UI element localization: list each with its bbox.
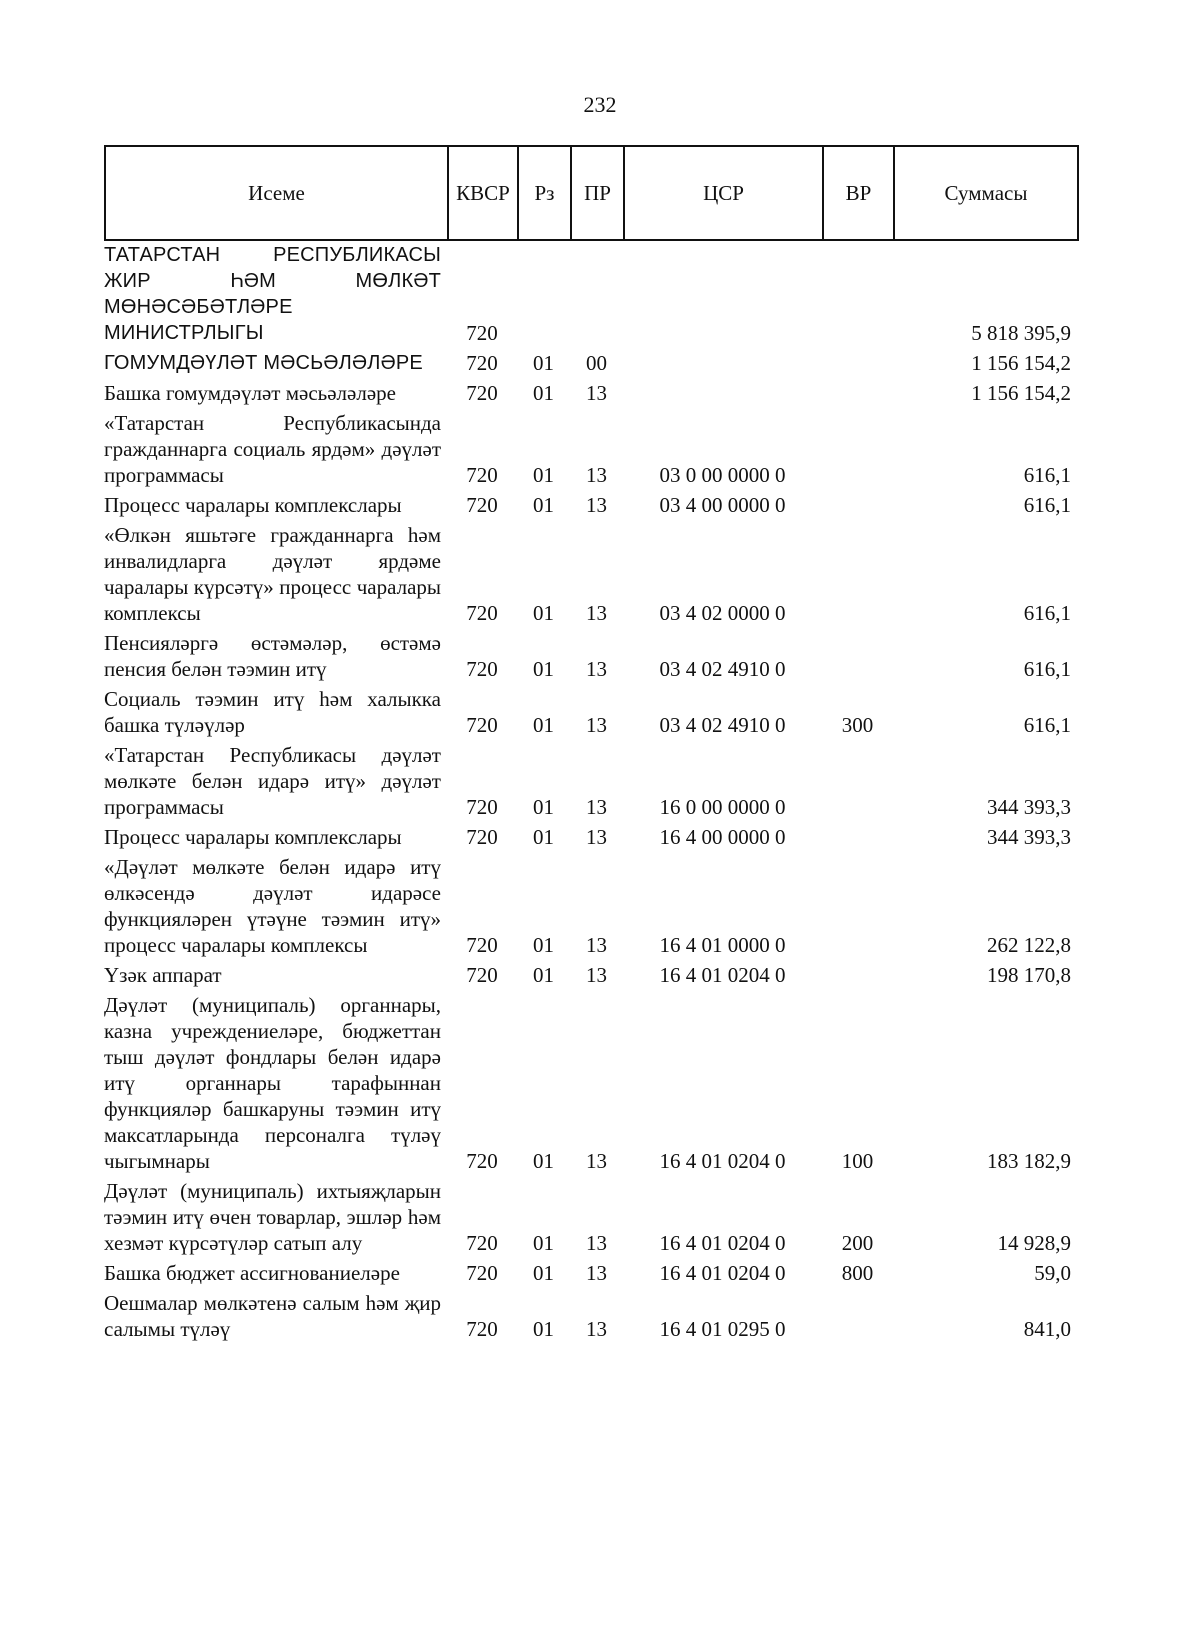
cell-rz [517, 240, 570, 348]
cell-vr [822, 628, 893, 684]
cell-name: «Татарстан Республикасы дәүләт мөлкәте белән идарә итү» дәүләт программасы [104, 743, 441, 819]
table-row [104, 348, 1077, 378]
cell-sum: 5 818 395,9 [971, 321, 1071, 345]
cell-rz: 01 [533, 493, 554, 517]
cell-csr: 16 4 01 0204 0 [659, 1261, 786, 1285]
cell-rz: 01 [533, 601, 554, 625]
cell-csr: 16 4 00 0000 0 [659, 825, 786, 849]
cell-csr: 03 4 02 4910 0 [659, 657, 786, 681]
table-row [104, 684, 1077, 740]
cell-pr: 13 [586, 601, 607, 625]
cell-pr: 13 [586, 381, 607, 405]
cell-kvsr: 720 [466, 1231, 498, 1255]
cell-kvsr: 720 [466, 321, 498, 345]
cell-kvsr: 720 [466, 463, 498, 487]
cell-sum: 1 156 154,2 [971, 381, 1071, 405]
cell-csr: 03 4 02 4910 0 [659, 713, 786, 737]
cell-rz: 01 [533, 963, 554, 987]
cell-kvsr: 720 [466, 1261, 498, 1285]
cell-vr [822, 240, 893, 348]
table-header [104, 145, 1079, 241]
cell-rz: 01 [533, 1231, 554, 1255]
table-row [104, 1288, 1077, 1344]
cell-csr: 03 0 00 0000 0 [659, 463, 786, 487]
cell-kvsr: 720 [466, 1317, 498, 1341]
cell-rz: 01 [533, 657, 554, 681]
cell-vr [822, 852, 893, 960]
header-name: Исеме [105, 146, 448, 240]
cell-pr: 13 [586, 1149, 607, 1173]
cell-name: Процесс чаралары комплекслары [104, 493, 402, 517]
cell-pr: 13 [586, 657, 607, 681]
cell-kvsr: 720 [466, 657, 498, 681]
header-sum: Суммасы [894, 146, 1078, 240]
cell-sum: 198 170,8 [987, 963, 1071, 987]
cell-sum: 616,1 [1023, 657, 1071, 681]
cell-csr [623, 378, 822, 408]
cell-rz: 01 [533, 825, 554, 849]
cell-sum: 1 156 154,2 [971, 351, 1071, 375]
cell-kvsr: 720 [466, 493, 498, 517]
cell-sum: 344 393,3 [987, 795, 1071, 819]
cell-csr: 16 4 01 0295 0 [659, 1317, 786, 1341]
budget-table [104, 240, 1077, 1344]
cell-vr: 800 [841, 1261, 874, 1285]
cell-rz: 01 [533, 463, 554, 487]
cell-name: Социаль тәэмин итү һәм халыкка башка түләүләр [104, 687, 441, 737]
cell-rz: 01 [533, 795, 554, 819]
cell-kvsr: 720 [466, 933, 498, 957]
cell-pr [570, 240, 623, 348]
table-row [104, 408, 1077, 490]
cell-name: Башка бюджет ассигнованиеләре [104, 1261, 400, 1285]
cell-csr [623, 348, 822, 378]
table-row [104, 490, 1077, 520]
cell-kvsr: 720 [466, 381, 498, 405]
cell-sum: 262 122,8 [987, 933, 1071, 957]
cell-rz: 01 [533, 1261, 554, 1285]
cell-name: «Дәүләт мөлкәте белән идарә итү өлкәсендә дәүләт идарәсе функцияләрен үтәүне тәэмин итү» процесс чаралары комплексы [104, 855, 441, 957]
cell-pr: 13 [586, 1317, 607, 1341]
cell-sum: 616,1 [1023, 493, 1071, 517]
cell-csr: 16 4 01 0204 0 [659, 1231, 786, 1255]
cell-vr [822, 740, 893, 822]
cell-kvsr: 720 [466, 351, 498, 375]
cell-rz: 01 [533, 381, 554, 405]
table-row [104, 740, 1077, 822]
table-row [104, 520, 1077, 628]
table-row [104, 990, 1077, 1176]
cell-name: ТАТАРСТАН РЕСПУБЛИКАСЫ ЖИР ҺӘМ МӨЛКӘТ МӨНӘСӘБӘТЛӘРЕ МИНИСТРЛЫГЫ [104, 244, 441, 344]
cell-sum: 841,0 [1023, 1317, 1071, 1341]
cell-vr: 100 [841, 1149, 874, 1173]
cell-kvsr: 720 [466, 601, 498, 625]
cell-pr: 13 [586, 933, 607, 957]
table-row [104, 852, 1077, 960]
cell-vr [822, 822, 893, 852]
cell-csr: 03 4 00 0000 0 [659, 493, 786, 517]
cell-csr: 16 0 00 0000 0 [659, 795, 786, 819]
cell-kvsr: 720 [466, 1149, 498, 1173]
cell-pr: 13 [586, 493, 607, 517]
cell-rz: 01 [533, 1317, 554, 1341]
table-row [104, 1258, 1077, 1288]
cell-csr: 03 4 02 0000 0 [659, 601, 786, 625]
cell-pr: 13 [586, 795, 607, 819]
cell-sum: 59,0 [1034, 1261, 1071, 1285]
budget-table-body [104, 240, 1077, 1344]
cell-sum: 616,1 [1023, 713, 1071, 737]
cell-name: Дәүләт (муниципаль) ихтыяҗларын тәэмин итү өчен товарлар, эшләр һәм хезмәт күрсәтүләр сатып алу [104, 1179, 441, 1255]
cell-name: Башка гомумдәүләт мәсьәләләре [104, 381, 396, 405]
cell-pr: 13 [586, 463, 607, 487]
cell-sum: 616,1 [1023, 463, 1071, 487]
page-number: 232 [583, 92, 617, 117]
cell-name: Процесс чаралары комплекслары [104, 825, 402, 849]
cell-sum: 183 182,9 [987, 1149, 1071, 1173]
cell-vr: 300 [841, 713, 874, 737]
cell-sum: 14 928,9 [997, 1231, 1071, 1255]
cell-kvsr: 720 [466, 963, 498, 987]
cell-csr: 16 4 01 0204 0 [659, 1149, 786, 1173]
cell-pr: 13 [586, 1231, 607, 1255]
cell-csr: 16 4 01 0000 0 [659, 933, 786, 957]
cell-rz: 01 [533, 713, 554, 737]
cell-sum: 616,1 [1023, 601, 1071, 625]
cell-sum: 344 393,3 [987, 825, 1071, 849]
cell-pr: 13 [586, 825, 607, 849]
table-row [104, 1176, 1077, 1258]
cell-pr: 13 [586, 1261, 607, 1285]
cell-name: Үзәк аппарат [104, 963, 222, 987]
cell-kvsr: 720 [466, 825, 498, 849]
header-kvsr: КВСР [448, 146, 518, 240]
cell-csr: 16 4 01 0204 0 [659, 963, 786, 987]
cell-vr [822, 348, 893, 378]
header-vr: ВР [823, 146, 894, 240]
cell-name: «Өлкән яшьтәге гражданнарга һәм инвалидларга дәүләт ярдәме чаралары күрсәтү» процесс чаралары комплексы [104, 523, 441, 625]
cell-kvsr: 720 [466, 795, 498, 819]
table-row [104, 960, 1077, 990]
cell-vr [822, 378, 893, 408]
cell-name: Пенсияләргә өстәмәләр, өстәмә пенсия белән тәэмин итү [104, 631, 441, 681]
cell-csr [623, 240, 822, 348]
header-rz: Рз [518, 146, 571, 240]
table-row [104, 378, 1077, 408]
table-row [104, 822, 1077, 852]
cell-vr [822, 1288, 893, 1344]
cell-vr [822, 408, 893, 490]
cell-rz: 01 [533, 351, 554, 375]
cell-rz: 01 [533, 1149, 554, 1173]
header-pr: ПР [571, 146, 624, 240]
cell-pr: 13 [586, 963, 607, 987]
cell-rz: 01 [533, 933, 554, 957]
cell-vr [822, 520, 893, 628]
cell-kvsr: 720 [466, 713, 498, 737]
cell-pr: 00 [586, 351, 607, 375]
cell-vr: 200 [841, 1231, 874, 1255]
cell-vr [822, 490, 893, 520]
cell-name: Оешмалар мөлкәтенә салым һәм җир салымы түләү [104, 1291, 441, 1341]
cell-pr: 13 [586, 713, 607, 737]
cell-vr [822, 960, 893, 990]
cell-name: «Татарстан Республикасында гражданнарга социаль ярдәм» дәүләт программасы [104, 411, 441, 487]
table-row [104, 240, 1077, 348]
cell-name: ГОМУМДӘҮЛӘТ МӘСЬӘЛӘЛӘРЕ [104, 352, 423, 374]
cell-name: Дәүләт (муниципаль) органнары, казна учреждениеләре, бюджеттан тыш дәүләт фондлары белән идарә итү органнары тарафыннан функцияләр башкаруны тәэмин итү максатларында персоналга түләү чыгымнары [104, 993, 441, 1173]
header-csr: ЦСР [624, 146, 823, 240]
table-row [104, 628, 1077, 684]
